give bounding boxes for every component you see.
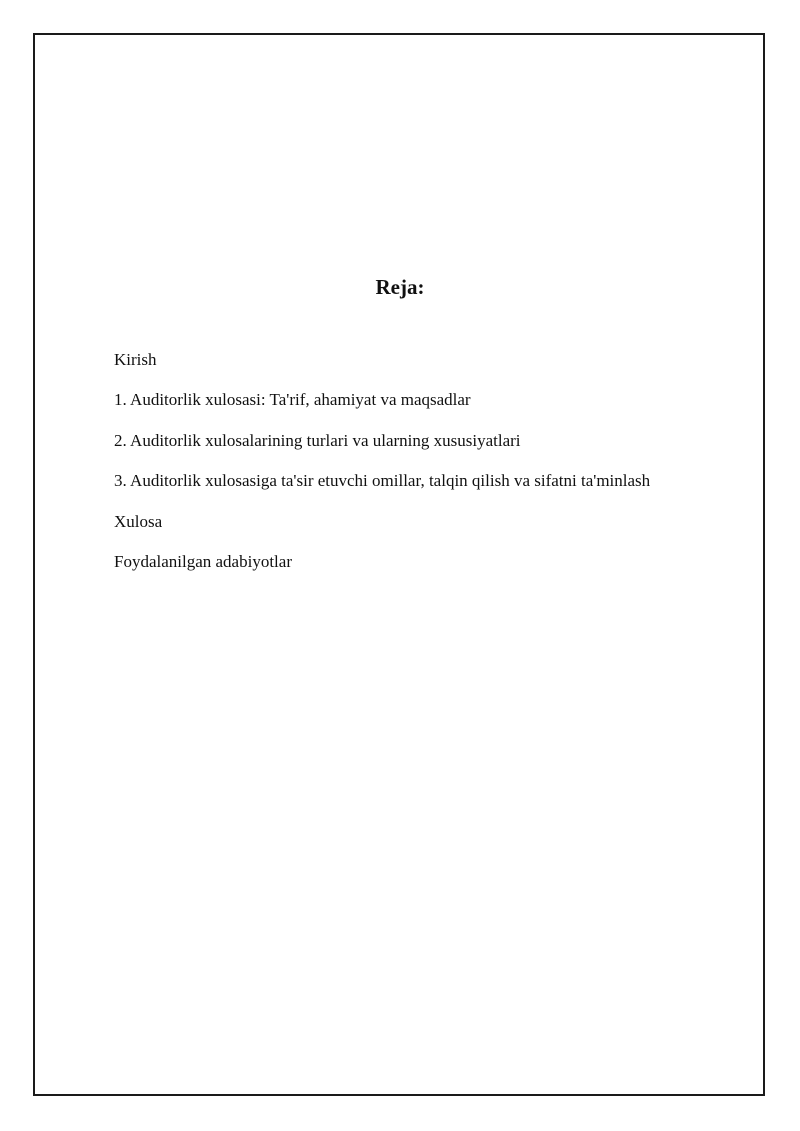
plan-item-1: 1. Auditorlik xulosasi: Ta'rif, ahamiyat va maqsadlar [114,390,471,410]
page-title: Reja: [375,275,425,299]
plan-list [114,350,650,592]
plan-item-3: 3. Auditorlik xulosasiga ta'sir etuvchi omillar, talqin qilish va sifatni ta'minlash [114,471,651,491]
plan-item-conclusion: Xulosa [114,511,163,531]
plan-item-references: Foydalanilgan adabiyotlar [114,551,292,571]
plan-item-introduction: Kirish [114,350,157,369]
plan-item-2: 2. Auditorlik xulosalarining turlari va ularning xususiyatlari [114,430,521,450]
